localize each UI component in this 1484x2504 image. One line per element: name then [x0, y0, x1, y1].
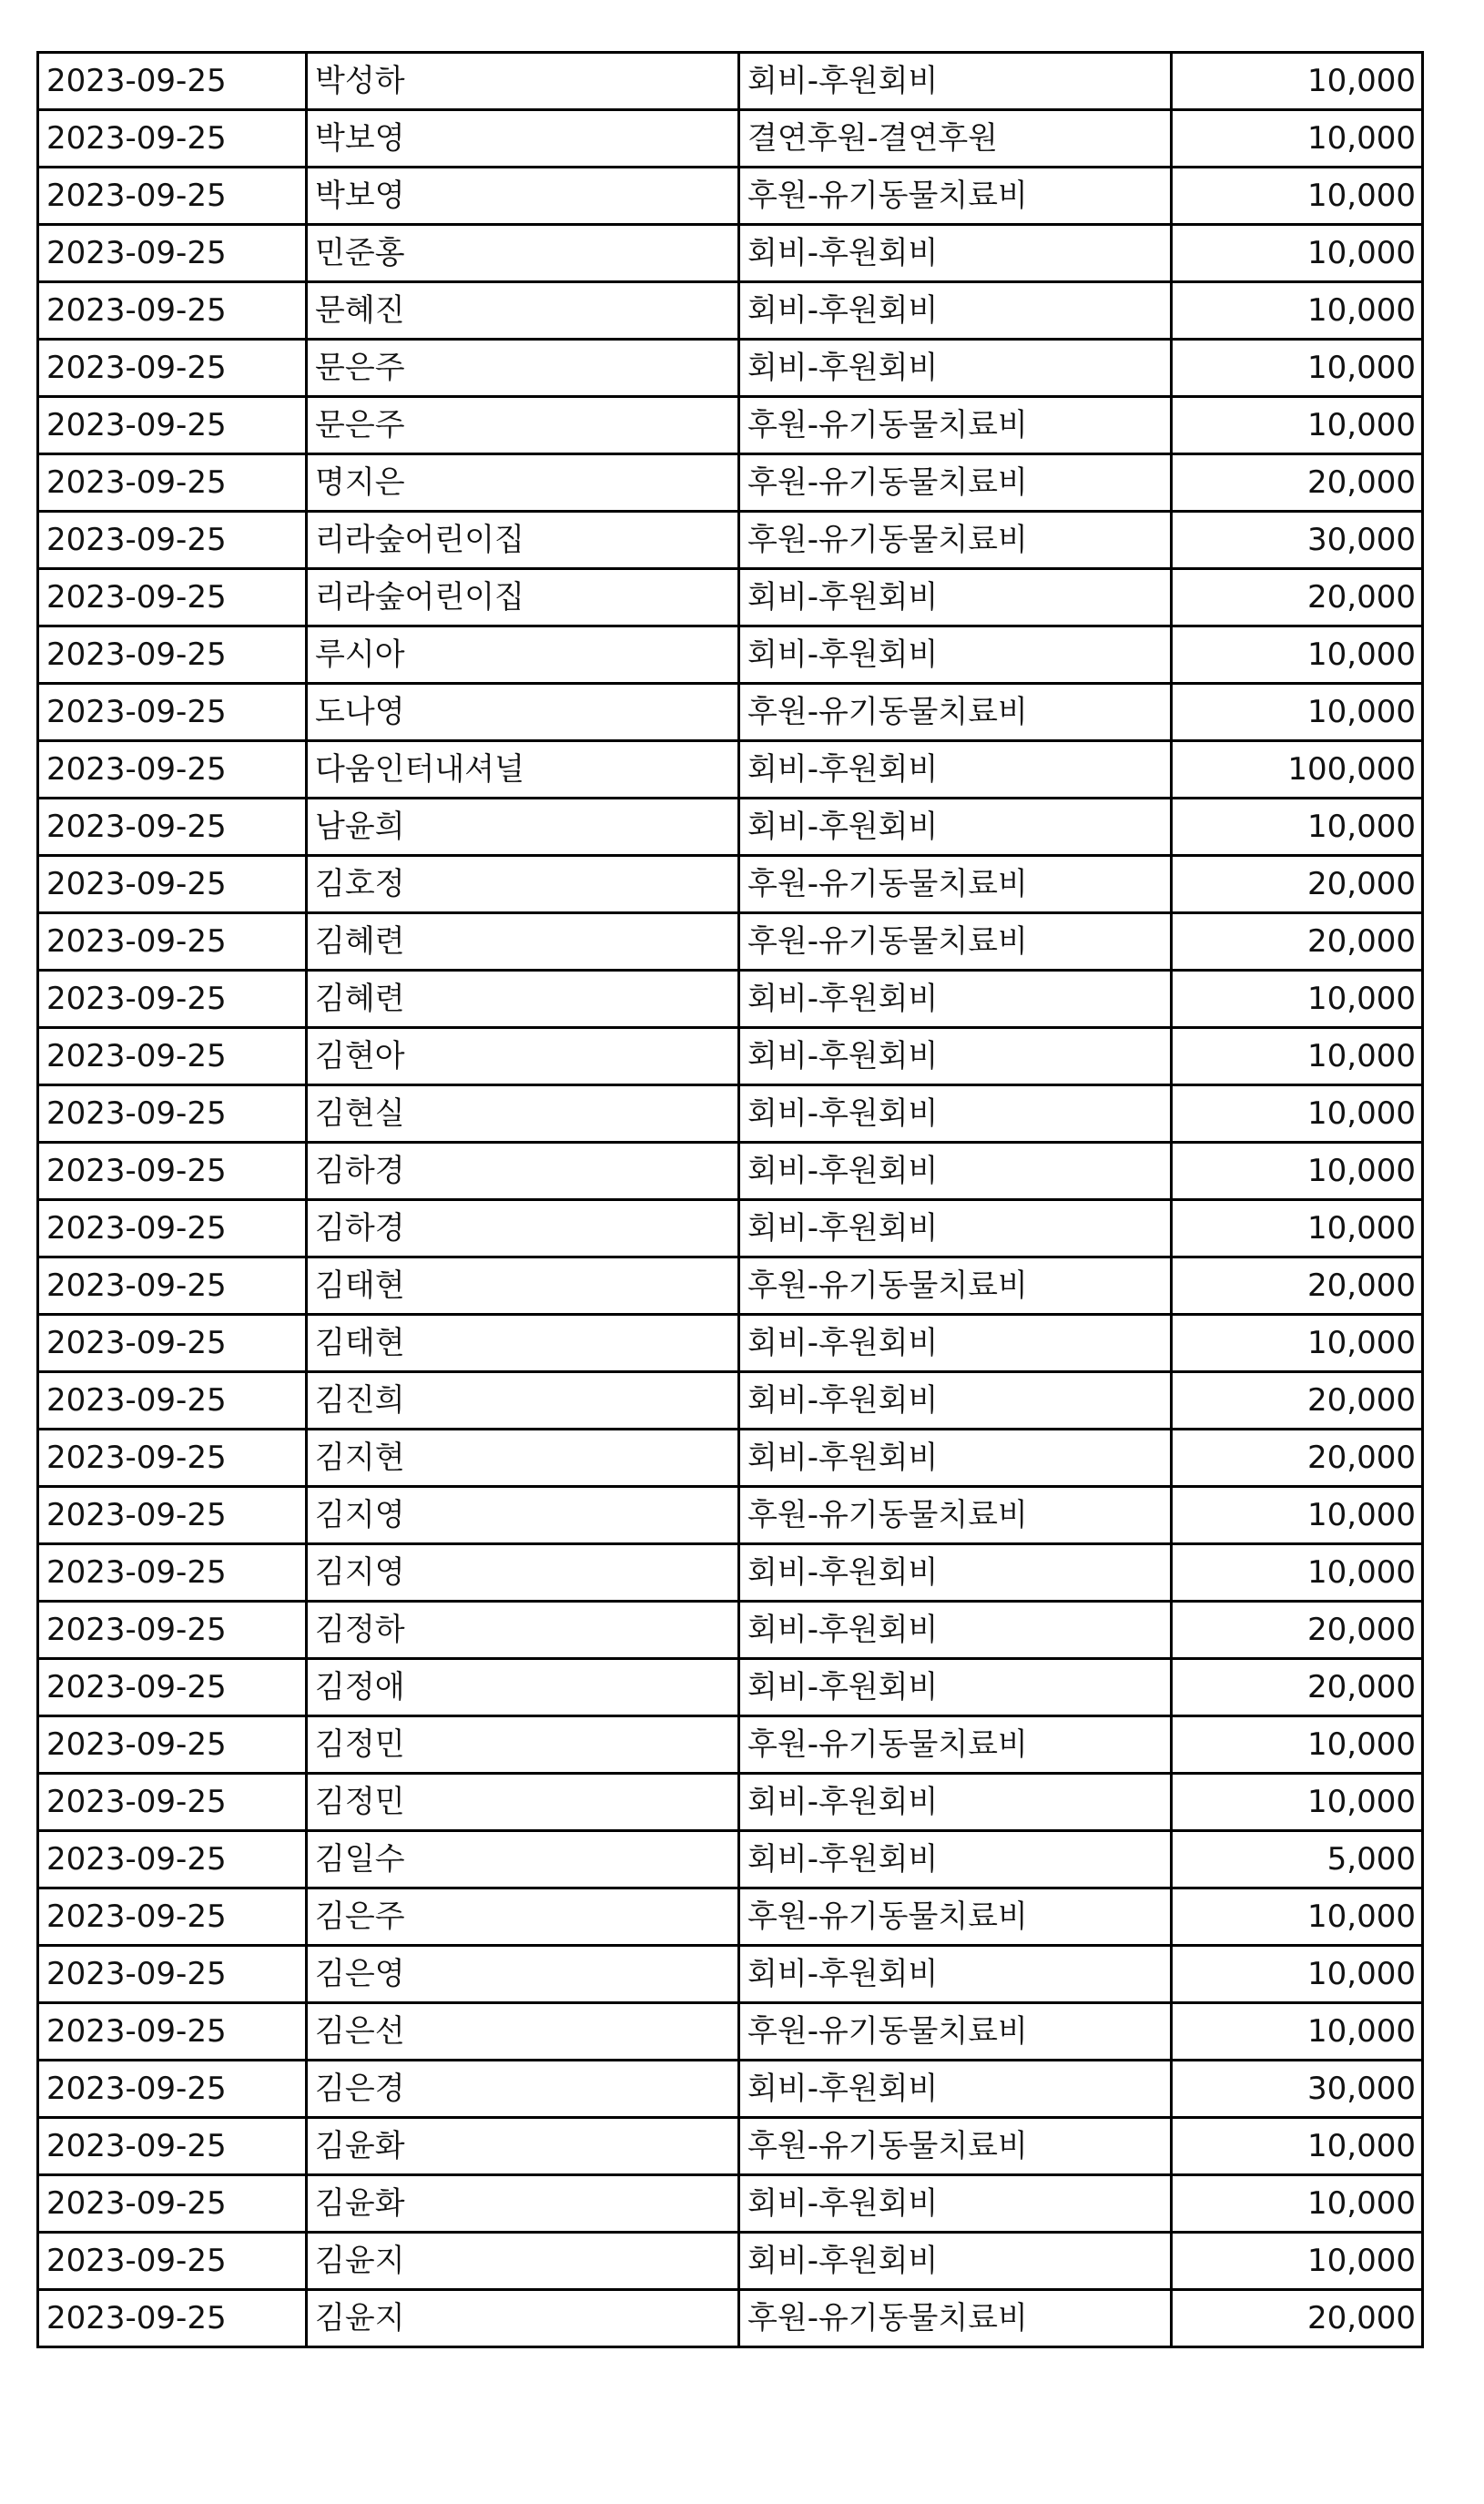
date-cell: 2023-09-25 [38, 397, 307, 454]
category-cell: 회비-후원회비 [739, 1315, 1172, 1372]
amount-cell: 20,000 [1172, 1659, 1423, 1716]
date-cell: 2023-09-25 [38, 110, 307, 168]
table-row [38, 1430, 1423, 1487]
category-cell: 회비-후원회비 [739, 1430, 1172, 1487]
amount-cell: 10,000 [1172, 626, 1423, 684]
amount-cell: 20,000 [1172, 856, 1423, 913]
amount-cell: 10,000 [1172, 168, 1423, 225]
amount-cell: 10,000 [1172, 1487, 1423, 1544]
donor-name-cell: 김일수 [307, 1831, 739, 1888]
table-row [38, 282, 1423, 340]
amount-cell: 20,000 [1172, 2290, 1423, 2347]
amount-cell: 20,000 [1172, 913, 1423, 971]
amount-cell: 10,000 [1172, 1946, 1423, 2003]
date-cell: 2023-09-25 [38, 741, 307, 799]
donor-name-cell: 김윤화 [307, 2118, 739, 2175]
category-cell: 회비-후원회비 [739, 569, 1172, 626]
table-row [38, 1028, 1423, 1085]
donor-name-cell: 남윤희 [307, 799, 739, 856]
category-cell: 후원-유기동물치료비 [739, 2290, 1172, 2347]
amount-cell: 10,000 [1172, 2003, 1423, 2061]
table-row [38, 1200, 1423, 1257]
amount-cell: 10,000 [1172, 2118, 1423, 2175]
amount-cell: 10,000 [1172, 1716, 1423, 1774]
table-row [38, 2290, 1423, 2347]
category-cell: 회비-후원회비 [739, 1372, 1172, 1430]
donor-name-cell: 김지영 [307, 1487, 739, 1544]
date-cell: 2023-09-25 [38, 2290, 307, 2347]
category-cell: 후원-유기동물치료비 [739, 512, 1172, 569]
date-cell: 2023-09-25 [38, 2118, 307, 2175]
amount-cell: 10,000 [1172, 53, 1423, 110]
date-cell: 2023-09-25 [38, 971, 307, 1028]
date-cell: 2023-09-25 [38, 1430, 307, 1487]
donor-name-cell: 민준홍 [307, 225, 739, 282]
table-row [38, 2003, 1423, 2061]
donor-name-cell: 김현실 [307, 1085, 739, 1143]
donor-name-cell: 김태현 [307, 1315, 739, 1372]
donor-name-cell: 김지현 [307, 1430, 739, 1487]
table-row [38, 1888, 1423, 1946]
table-row [38, 53, 1423, 110]
donor-name-cell: 김은선 [307, 2003, 739, 2061]
category-cell: 회비-후원회비 [739, 741, 1172, 799]
donor-name-cell: 김은영 [307, 1946, 739, 2003]
amount-cell: 20,000 [1172, 1372, 1423, 1430]
table-row [38, 1085, 1423, 1143]
amount-cell: 20,000 [1172, 1257, 1423, 1315]
amount-cell: 100,000 [1172, 741, 1423, 799]
donor-name-cell: 문은주 [307, 397, 739, 454]
amount-cell: 10,000 [1172, 1774, 1423, 1831]
category-cell: 회비-후원회비 [739, 799, 1172, 856]
date-cell: 2023-09-25 [38, 1659, 307, 1716]
donor-name-cell: 김호정 [307, 856, 739, 913]
table-row [38, 684, 1423, 741]
donor-name-cell: 김태현 [307, 1257, 739, 1315]
category-cell: 회비-후원회비 [739, 1602, 1172, 1659]
category-cell: 후원-유기동물치료비 [739, 1487, 1172, 1544]
donor-name-cell: 문혜진 [307, 282, 739, 340]
category-cell: 후원-유기동물치료비 [739, 397, 1172, 454]
amount-cell: 20,000 [1172, 1430, 1423, 1487]
donor-name-cell: 박보영 [307, 110, 739, 168]
category-cell: 회비-후원회비 [739, 1659, 1172, 1716]
donor-name-cell: 김정민 [307, 1716, 739, 1774]
table-row [38, 569, 1423, 626]
table-row [38, 1315, 1423, 1372]
category-cell: 후원-유기동물치료비 [739, 913, 1172, 971]
donor-name-cell: 박성하 [307, 53, 739, 110]
donor-name-cell: 김정애 [307, 1659, 739, 1716]
table-row [38, 741, 1423, 799]
amount-cell: 10,000 [1172, 225, 1423, 282]
date-cell: 2023-09-25 [38, 1602, 307, 1659]
table-row [38, 110, 1423, 168]
donor-name-cell: 김현아 [307, 1028, 739, 1085]
table-row [38, 1257, 1423, 1315]
ledger-body [38, 53, 1423, 2347]
category-cell: 후원-유기동물치료비 [739, 454, 1172, 512]
date-cell: 2023-09-25 [38, 2175, 307, 2233]
amount-cell: 30,000 [1172, 2061, 1423, 2118]
table-row [38, 1487, 1423, 1544]
donor-name-cell: 도나영 [307, 684, 739, 741]
donor-name-cell: 김하경 [307, 1200, 739, 1257]
date-cell: 2023-09-25 [38, 569, 307, 626]
date-cell: 2023-09-25 [38, 225, 307, 282]
table-row [38, 799, 1423, 856]
category-cell: 후원-유기동물치료비 [739, 856, 1172, 913]
category-cell: 회비-후원회비 [739, 2061, 1172, 2118]
category-cell: 회비-후원회비 [739, 1200, 1172, 1257]
category-cell: 회비-후원회비 [739, 1544, 1172, 1602]
date-cell: 2023-09-25 [38, 1085, 307, 1143]
date-cell: 2023-09-25 [38, 1200, 307, 1257]
donor-name-cell: 김은주 [307, 1888, 739, 1946]
donor-name-cell: 김지영 [307, 1544, 739, 1602]
date-cell: 2023-09-25 [38, 1831, 307, 1888]
amount-cell: 10,000 [1172, 340, 1423, 397]
date-cell: 2023-09-25 [38, 53, 307, 110]
category-cell: 회비-후원회비 [739, 2175, 1172, 2233]
donor-name-cell: 리라숲어린이집 [307, 512, 739, 569]
date-cell: 2023-09-25 [38, 1946, 307, 2003]
date-cell: 2023-09-25 [38, 2003, 307, 2061]
table-row [38, 2175, 1423, 2233]
amount-cell: 10,000 [1172, 1544, 1423, 1602]
amount-cell: 10,000 [1172, 2233, 1423, 2290]
amount-cell: 20,000 [1172, 569, 1423, 626]
table-row [38, 454, 1423, 512]
donor-name-cell: 김정하 [307, 1602, 739, 1659]
amount-cell: 10,000 [1172, 1315, 1423, 1372]
table-row [38, 2118, 1423, 2175]
amount-cell: 10,000 [1172, 1143, 1423, 1200]
category-cell: 회비-후원회비 [739, 225, 1172, 282]
donor-name-cell: 김혜련 [307, 913, 739, 971]
date-cell: 2023-09-25 [38, 454, 307, 512]
amount-cell: 30,000 [1172, 512, 1423, 569]
donor-name-cell: 김진희 [307, 1372, 739, 1430]
donor-name-cell: 명지은 [307, 454, 739, 512]
donor-name-cell: 문은주 [307, 340, 739, 397]
amount-cell: 10,000 [1172, 1200, 1423, 1257]
date-cell: 2023-09-25 [38, 626, 307, 684]
date-cell: 2023-09-25 [38, 913, 307, 971]
table-row [38, 2061, 1423, 2118]
table-row [38, 1659, 1423, 1716]
date-cell: 2023-09-25 [38, 1257, 307, 1315]
date-cell: 2023-09-25 [38, 282, 307, 340]
date-cell: 2023-09-25 [38, 1028, 307, 1085]
category-cell: 후원-유기동물치료비 [739, 1257, 1172, 1315]
donor-name-cell: 김윤지 [307, 2290, 739, 2347]
category-cell: 회비-후원회비 [739, 1143, 1172, 1200]
donor-name-cell: 김윤지 [307, 2233, 739, 2290]
amount-cell: 10,000 [1172, 684, 1423, 741]
donor-name-cell: 김혜련 [307, 971, 739, 1028]
date-cell: 2023-09-25 [38, 1143, 307, 1200]
donor-name-cell: 리라숲어린이집 [307, 569, 739, 626]
date-cell: 2023-09-25 [38, 684, 307, 741]
category-cell: 후원-유기동물치료비 [739, 2118, 1172, 2175]
category-cell: 회비-후원회비 [739, 282, 1172, 340]
date-cell: 2023-09-25 [38, 1487, 307, 1544]
donation-ledger-table [36, 51, 1424, 2348]
amount-cell: 10,000 [1172, 799, 1423, 856]
table-row [38, 1831, 1423, 1888]
category-cell: 회비-후원회비 [739, 1028, 1172, 1085]
table-row [38, 1544, 1423, 1602]
category-cell: 후원-유기동물치료비 [739, 168, 1172, 225]
donor-name-cell: 김윤화 [307, 2175, 739, 2233]
table-row [38, 397, 1423, 454]
date-cell: 2023-09-25 [38, 1544, 307, 1602]
date-cell: 2023-09-25 [38, 856, 307, 913]
date-cell: 2023-09-25 [38, 2233, 307, 2290]
amount-cell: 10,000 [1172, 1085, 1423, 1143]
donor-name-cell: 김정민 [307, 1774, 739, 1831]
date-cell: 2023-09-25 [38, 1774, 307, 1831]
category-cell: 결연후원-결연후원 [739, 110, 1172, 168]
amount-cell: 10,000 [1172, 1888, 1423, 1946]
amount-cell: 20,000 [1172, 454, 1423, 512]
donor-name-cell: 루시아 [307, 626, 739, 684]
date-cell: 2023-09-25 [38, 1372, 307, 1430]
category-cell: 후원-유기동물치료비 [739, 2003, 1172, 2061]
category-cell: 후원-유기동물치료비 [739, 684, 1172, 741]
amount-cell: 10,000 [1172, 282, 1423, 340]
amount-cell: 5,000 [1172, 1831, 1423, 1888]
table-row [38, 971, 1423, 1028]
amount-cell: 10,000 [1172, 1028, 1423, 1085]
table-row [38, 2233, 1423, 2290]
table-row [38, 626, 1423, 684]
category-cell: 회비-후원회비 [739, 1831, 1172, 1888]
category-cell: 후원-유기동물치료비 [739, 1716, 1172, 1774]
date-cell: 2023-09-25 [38, 1716, 307, 1774]
amount-cell: 20,000 [1172, 1602, 1423, 1659]
table-row [38, 1946, 1423, 2003]
category-cell: 회비-후원회비 [739, 1774, 1172, 1831]
category-cell: 후원-유기동물치료비 [739, 1888, 1172, 1946]
category-cell: 회비-후원회비 [739, 340, 1172, 397]
category-cell: 회비-후원회비 [739, 626, 1172, 684]
table-row [38, 512, 1423, 569]
date-cell: 2023-09-25 [38, 799, 307, 856]
table-row [38, 1774, 1423, 1831]
date-cell: 2023-09-25 [38, 1315, 307, 1372]
category-cell: 회비-후원회비 [739, 1085, 1172, 1143]
category-cell: 회비-후원회비 [739, 1946, 1172, 2003]
category-cell: 회비-후원회비 [739, 53, 1172, 110]
donor-name-cell: 다움인터내셔널 [307, 741, 739, 799]
category-cell: 회비-후원회비 [739, 971, 1172, 1028]
amount-cell: 10,000 [1172, 2175, 1423, 2233]
table-row [38, 856, 1423, 913]
date-cell: 2023-09-25 [38, 512, 307, 569]
table-row [38, 913, 1423, 971]
amount-cell: 10,000 [1172, 110, 1423, 168]
table-row [38, 1372, 1423, 1430]
table-row [38, 340, 1423, 397]
donor-name-cell: 김하경 [307, 1143, 739, 1200]
amount-cell: 10,000 [1172, 397, 1423, 454]
table-row [38, 1602, 1423, 1659]
table-row [38, 168, 1423, 225]
donor-name-cell: 김은경 [307, 2061, 739, 2118]
donor-name-cell: 박보영 [307, 168, 739, 225]
date-cell: 2023-09-25 [38, 340, 307, 397]
table-row [38, 1716, 1423, 1774]
table-row [38, 1143, 1423, 1200]
date-cell: 2023-09-25 [38, 1888, 307, 1946]
amount-cell: 10,000 [1172, 971, 1423, 1028]
category-cell: 회비-후원회비 [739, 2233, 1172, 2290]
date-cell: 2023-09-25 [38, 168, 307, 225]
date-cell: 2023-09-25 [38, 2061, 307, 2118]
table-row [38, 225, 1423, 282]
